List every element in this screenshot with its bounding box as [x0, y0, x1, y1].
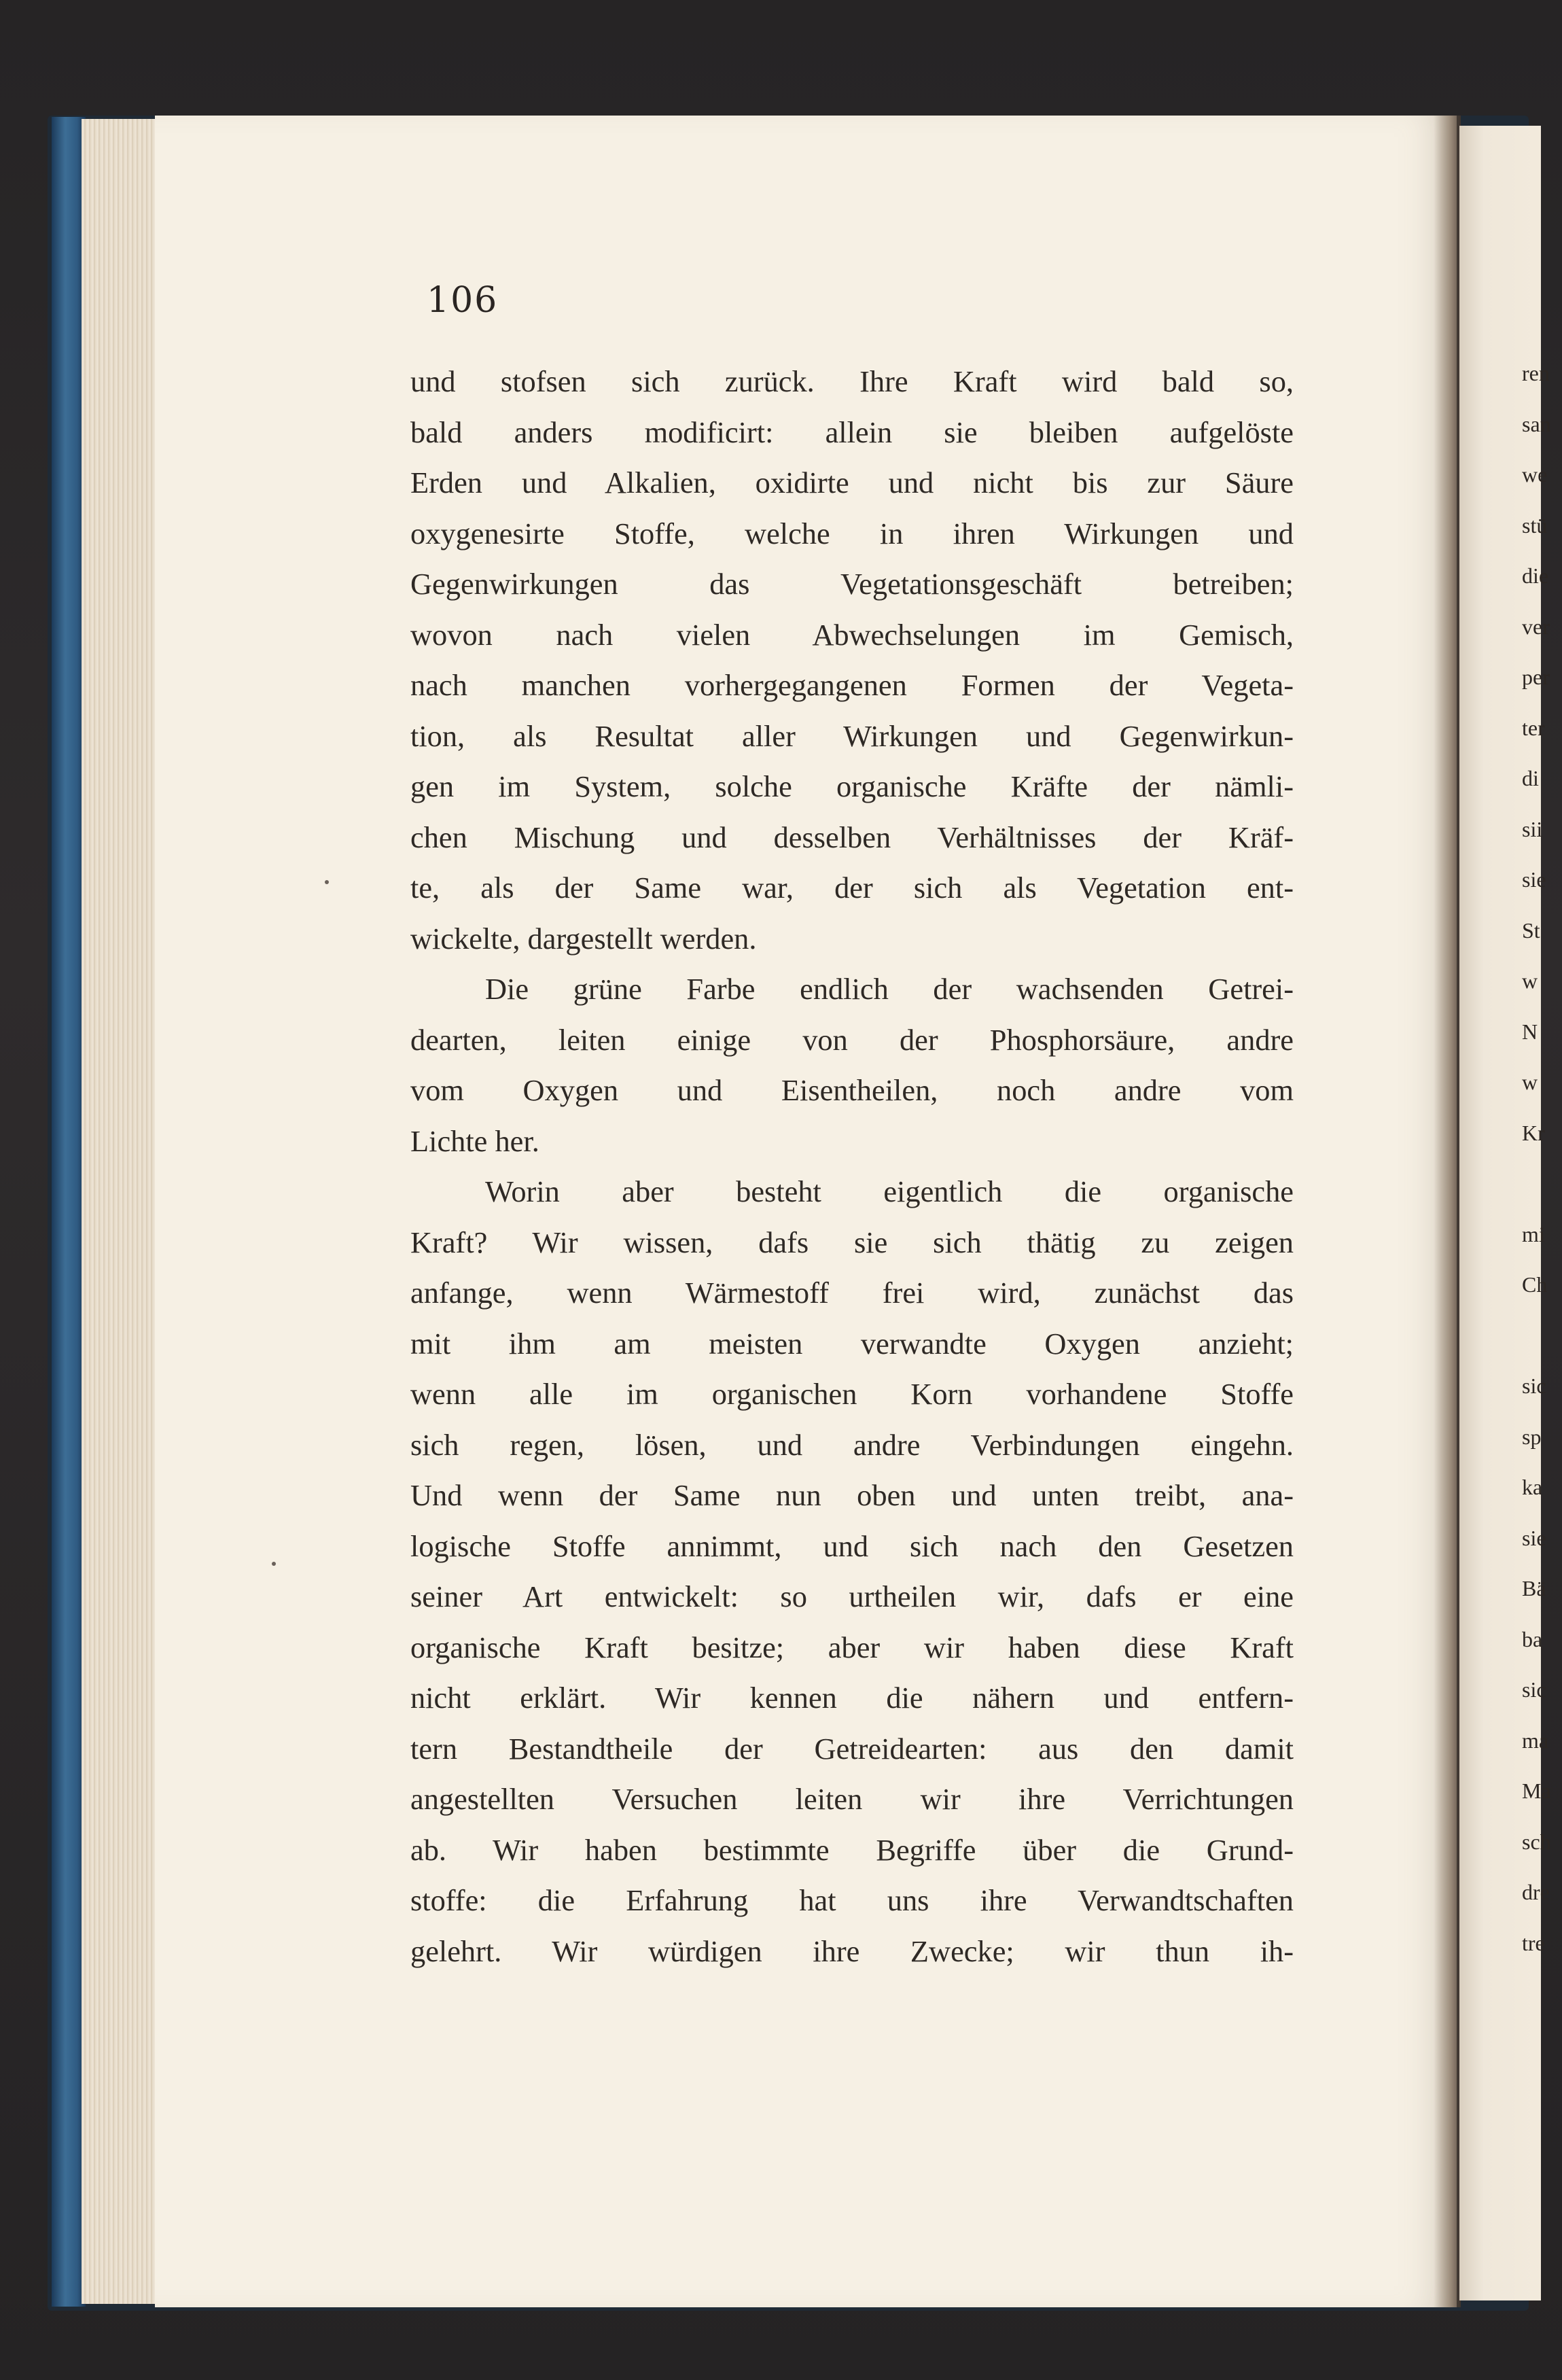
text-line: organische Kraft besitze; aber wir haben diese Kraft — [410, 1630, 1294, 1664]
book-gutter — [1434, 116, 1461, 2307]
next-page-fragment: St — [1522, 917, 1540, 943]
next-page-fragment: mi — [1522, 1221, 1545, 1246]
next-page-fragment: sii — [1522, 816, 1543, 841]
text-line: Die grüne Farbe endlich der wachsenden Getrei- — [485, 972, 1294, 1006]
text-line: seiner Art entwickelt: so urtheilen wir, dafs er eine — [410, 1579, 1294, 1613]
text-line: Lichte her. — [410, 1123, 539, 1158]
stray-mark — [272, 1562, 276, 1566]
next-page-fragment: dre — [1522, 1880, 1550, 1904]
next-page-fragment: sp — [1522, 1424, 1542, 1449]
next-page-fragment: sie — [1522, 1525, 1546, 1550]
text-line: oxygenesirte Stoffe, welche in ihren Wirkungen und — [410, 516, 1294, 550]
next-page-fragment: N — [1522, 1019, 1538, 1044]
next-page-fragment — [1522, 1310, 1562, 1361]
next-page-fragment: ter — [1522, 715, 1545, 740]
text-line: wenn alle im organischen Korn vorhandene Stoffe — [410, 1377, 1294, 1411]
next-page-fragment: di — [1522, 766, 1539, 790]
next-page-fragments — [1522, 348, 1562, 1968]
next-page-fragment: ba — [1522, 1626, 1543, 1651]
body-text — [410, 356, 1294, 1976]
next-page-fragment: w — [1522, 1070, 1538, 1094]
text-line: Worin aber besteht eigentlich die organische — [485, 1174, 1294, 1208]
text-line: ab. Wir haben bestimmte Begriffe über die Grund- — [410, 1832, 1294, 1867]
next-page-fragment: ren — [1522, 361, 1550, 385]
page-edges — [82, 119, 156, 2304]
next-page-fragment: ver — [1522, 614, 1550, 639]
next-page-fragment: Ma — [1522, 1779, 1551, 1803]
text-line: te, als der Same war, der sich als Vegetation ent- — [410, 871, 1294, 905]
stray-mark — [325, 880, 329, 884]
text-line: gen im System, solche organische Kräfte der nämli- — [410, 769, 1294, 803]
next-page-fragment: we — [1522, 462, 1548, 487]
text-line: angestellten Versuchen leiten wir ihre Verrichtungen — [410, 1782, 1294, 1816]
next-page-fragment: w — [1522, 968, 1538, 993]
text-line: wickelte, dargestellt werden. — [410, 921, 757, 956]
next-page-fragment: Ch — [1522, 1272, 1548, 1297]
text-line: Und wenn der Same nun oben und unten treibt, ana- — [410, 1478, 1294, 1512]
text-line: und stofsen sich zurück. Ihre Kraft wird bald so, — [410, 364, 1294, 398]
next-page-fragment: die — [1522, 563, 1549, 588]
text-line: stoffe: die Erfahrung hat uns ihre Verwandtschaften — [410, 1883, 1294, 1917]
text-line: logische Stoffe annimmt, und sich nach den Gesetzen — [410, 1528, 1294, 1563]
text-line: nicht erklärt. Wir kennen die nähern und entfern- — [410, 1681, 1294, 1715]
text-line: mit ihm am meisten verwandte Oxygen anzieht; — [410, 1326, 1294, 1361]
next-page-fragment: Kr — [1522, 1120, 1545, 1145]
text-line: bald anders modificirt: allein sie bleiben aufgelöste — [410, 415, 1294, 449]
next-page-fragment: sie — [1522, 867, 1546, 892]
text-line: tern Bestandtheile der Getreidearten: aus den damit — [410, 1731, 1294, 1766]
next-page-fragment: ma — [1522, 1728, 1549, 1753]
next-page-fragment: per — [1522, 665, 1550, 689]
text-line: vom Oxygen und Eisentheilen, noch andre vom — [410, 1073, 1294, 1107]
book-spine-edge — [52, 117, 86, 2307]
next-page-fragment: Bä — [1522, 1576, 1546, 1600]
next-page-fragment: sic — [1522, 1373, 1546, 1398]
next-page-fragment: ka — [1522, 1475, 1543, 1499]
text-line: chen Mischung und desselben Verhältnisses der Kräf- — [410, 820, 1294, 854]
text-line: sich regen, lösen, und andre Verbindungen eingehn. — [410, 1427, 1294, 1462]
text-line: Kraft? Wir wissen, dafs sie sich thätig zu zeigen — [410, 1225, 1294, 1259]
text-line: dearten, leiten einige von der Phosphorsäure, andre — [410, 1022, 1294, 1057]
next-page-fragment: stü — [1522, 512, 1548, 538]
text-line: nach manchen vorhergegangenen Formen der Vegeta- — [410, 668, 1294, 702]
next-page-fragment: sch — [1522, 1829, 1551, 1854]
text-line: anfange, wenn Wärmestoff frei wird, zunächst das — [410, 1276, 1294, 1310]
next-page-fragment: tre — [1522, 1930, 1545, 1955]
text-line: wovon nach vielen Abwechselungen im Gemisch, — [410, 617, 1294, 652]
text-line: Erden und Alkalien, oxidirte und nicht bis zur Säure — [410, 466, 1294, 500]
text-line: gelehrt. Wir würdigen ihre Zwecke; wir thun ih- — [410, 1933, 1294, 1968]
next-page-fragment: sic — [1522, 1677, 1546, 1702]
next-page-fragment: san — [1522, 411, 1551, 436]
next-page-fragment — [1522, 1158, 1562, 1209]
text-line: tion, als Resultat aller Wirkungen und Gegenwirkun- — [410, 718, 1294, 753]
page-number: 106 — [427, 280, 499, 321]
text-line: Gegenwirkungen das Vegetationsgeschäft betreiben; — [410, 567, 1294, 601]
